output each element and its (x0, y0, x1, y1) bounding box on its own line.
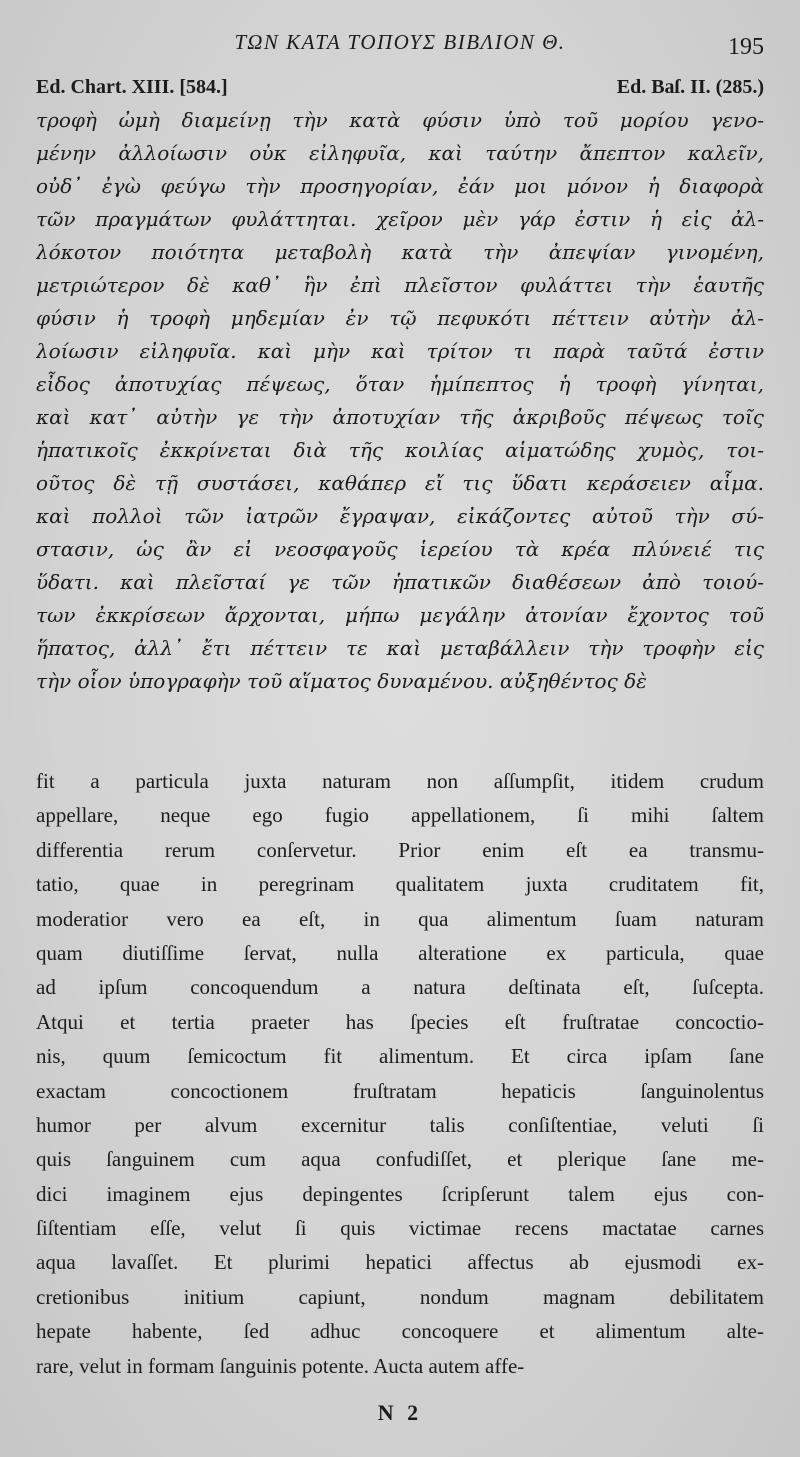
latin-text-line: Atqui et tertia praeter has ſpecies eſt fruſtratae concoctio- (36, 1009, 764, 1034)
greek-text-line: τὴν οἷον ὑπογραφὴν τοῦ αἵματος δυναμένου. αὐξηθέντος δὲ (36, 669, 647, 693)
latin-text-line: ſiſtentiam eſſe, velut ſi quis victimae recens mactatae carnes (36, 1216, 764, 1241)
greek-text-line: λόκοτον ποιότητα μεταβολὴ κατὰ τὴν ἀπεψίαν γινομένη, (36, 240, 764, 264)
latin-text-line: humor per alvum excernitur talis conſiſtentiae, veluti ſi (36, 1112, 764, 1137)
latin-text-line: aqua lavaſſet. Et plurimi hepatici affectus ab ejusmodi ex- (36, 1250, 764, 1275)
latin-text-line: quis ſanguinem cum aqua confudiſſet, et plerique ſane me- (36, 1147, 764, 1172)
latin-text-line: quam diutiſſime ſervat, nulla alteratione ex particula, quae (36, 940, 764, 965)
latin-text-line: cretionibus initium capiunt, nondum magnam debilitatem (36, 1284, 764, 1309)
latin-text-line: moderatior vero ea eſt, in qua alimentum ſuam naturam (36, 906, 764, 931)
greek-text-line: καὶ πολλοὶ τῶν ἰατρῶν ἔγραψαν, εἰκάζοντες αὐτοῦ τὴν σύ- (36, 504, 764, 528)
greek-text-line: των ἐκκρίσεων ἄρχονται, μήπω μεγάλην ἀτονίαν ἔχοντος τοῦ (36, 603, 764, 627)
greek-text-line: λοίωσιν εἰληφυῖα. καὶ μὴν καὶ τρίτον τι παρὰ ταῦτά ἐστιν (36, 339, 764, 363)
greek-text-line: φύσιν ἡ τροφὴ μηδεμίαν ἐν τῷ πεφυκότι πέττειν αὐτὴν ἀλ- (36, 306, 764, 330)
greek-text-block (36, 104, 764, 698)
greek-text-line: ὕδατι. καὶ πλεῖσταί γε τῶν ἡπατικῶν διαθέσεων ἀπὸ τοιού- (36, 570, 764, 594)
latin-text-block (36, 764, 764, 1383)
greek-text-line: ἡπατικοῖς ἐκκρίνεται διὰ τῆς κοιλίας αἱματώδης χυμὸς, τοι- (36, 438, 764, 462)
latin-text-line: hepate habente, ſed adhuc concoquere et alimentum alte- (36, 1319, 764, 1344)
latin-text-line: dici imaginem ejus depingentes ſcripſerunt talem ejus con- (36, 1181, 764, 1206)
latin-text-line: nis, quum ſemicoctum fit alimentum. Et circa ipſam ſane (36, 1044, 764, 1069)
greek-text-line: ἥπατος, ἀλλ᾽ ἔτι πέττειν τε καὶ μεταβάλλειν τὴν τροφὴν εἰς (36, 636, 764, 660)
greek-text-line: καὶ κατ᾽ αὐτὴν γε τὴν ἀποτυχίαν τῆς ἀκριβοῦς πέψεως τοῖς (36, 405, 764, 429)
latin-text-line: appellare, neque ego fugio appellationem, ſi mihi ſaltem (36, 803, 764, 828)
latin-text-line: rare, velut in formam ſanguinis potente. Aucta autem affe- (36, 1353, 525, 1378)
latin-text-line: fit a particula juxta naturam non aſſumpſit, itidem crudum (36, 769, 764, 793)
greek-text-line: τῶν πραγμάτων φυλάττηται. χεῖρον μὲν γάρ ἐστιν ἡ εἰς ἀλ- (36, 207, 764, 231)
edition-line (36, 76, 764, 99)
greek-text-line: εἶδος ἀποτυχίας πέψεως, ὅταν ἡμίπεπτος ἡ τροφὴ γίνηται, (36, 372, 764, 396)
greek-text-line: οῦτος δὲ τῇ συστάσει, καθάπερ εἴ τις ὕδατι κεράσειεν αἷμα. (36, 471, 764, 495)
latin-text-line: ad ipſum concoquendum a natura deſtinata eſt, ſuſcepta. (36, 975, 764, 1000)
latin-text-line: exactam concoctionem fruſtratam hepaticis ſanguinolentus (36, 1078, 764, 1103)
signature-mark: N 2 (377, 1400, 423, 1425)
edition-right: Ed. Baſ. II. (285.) (616, 76, 764, 98)
page-number: 195 (728, 34, 764, 60)
greek-text-line: τροφὴ ὠμὴ διαμείνῃ τὴν κατὰ φύσιν ὑπὸ τοῦ μορίου γενο- (36, 108, 764, 132)
greek-text-line: οὐδ᾽ ἐγὼ φεύγω τὴν προσηγορίαν, ἐάν μοι μόνον ἡ διαφορὰ (36, 174, 764, 198)
greek-text-line: μένην ἀλλοίωσιν οὐκ εἰληφυῖα, καὶ ταύτην ἄπεπτον καλεῖν, (36, 141, 764, 165)
edition-left: Ed. Chart. XIII. [584.] (36, 76, 228, 98)
latin-text-line: tatio, quae in peregrinam qualitatem juxta cruditatem fit, (36, 872, 764, 897)
latin-text-line: differentia rerum conſervetur. Prior enim eſt ea transmu- (36, 837, 764, 862)
running-title: ΤΩΝ ΚΑΤΑ ΤΟΠΟΥΣ ΒΙΒΛΙΟΝ Θ. (234, 30, 566, 54)
greek-text-line: στασιν, ὡς ἂν εἰ νεοσφαγοῦς ἱερείου τὰ κρέα πλύνειέ τις (36, 537, 764, 561)
greek-text-line: μετριώτερον δὲ καθ᾽ ἣν ἐπὶ πλεῖστον φυλάττει τὴν ἑαυτῆς (36, 273, 764, 297)
